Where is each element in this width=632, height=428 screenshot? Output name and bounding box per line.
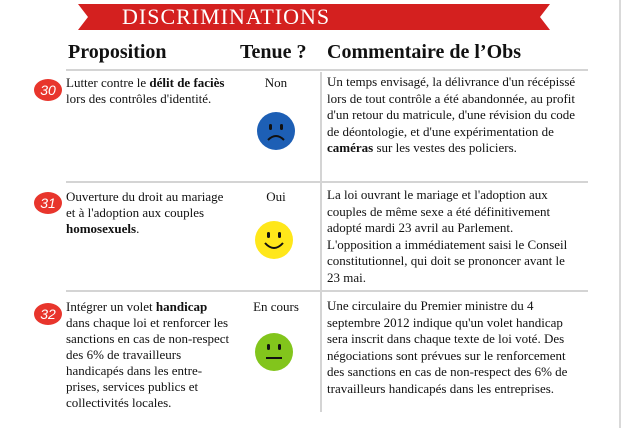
section-banner bbox=[78, 4, 558, 30]
proposition-text: Ouverture du droit au mariage et à l'adoption aux couples homosexuels. bbox=[66, 189, 224, 236]
proposition-text: Lutter contre le délit de faciès lors des contrôles d'identité. bbox=[66, 75, 225, 106]
row-number-badge: 32 bbox=[34, 303, 62, 325]
header-divider bbox=[66, 69, 588, 71]
column-divider bbox=[320, 72, 322, 412]
row-divider bbox=[66, 290, 588, 292]
row-number-badge: 31 bbox=[34, 192, 62, 214]
neutral-face-icon bbox=[255, 333, 293, 371]
tenue-status: Oui bbox=[266, 189, 286, 204]
column-header-proposition: Proposition bbox=[68, 41, 167, 63]
column-header-tenue: Tenue ? bbox=[240, 41, 307, 63]
tenue-status: En cours bbox=[253, 299, 299, 314]
row-number-badge: 30 bbox=[34, 79, 62, 101]
proposition-text: Intégrer un volet handicap dans chaque loi et renforcer les sanctions en cas de non-respect des 6% de travailleurs handicapés dans les entre-prises, services publics et collectivités locales. bbox=[66, 299, 230, 410]
column-header-commentaire: Commentaire de l’Obs bbox=[327, 41, 522, 63]
commentaire-text: La loi ouvrant le mariage et l'adoption aux couples de même sexe a été définitivement adopté mardi 23 avril au Parlement. L'opposition a immédiatement saisi le Conseil constitutionnel, qui doit se prononcer avant le 23 mai. bbox=[327, 187, 568, 285]
commentaire-text: Un temps envisagé, la délivrance d'un récépissé lors de tout contrôle a été abandonnée, au profit d'un retour du matricule, d'une révision du code de déontologie, et d'une expérimentation de caméras sur les vestes des policiers. bbox=[327, 74, 576, 155]
sad-face-icon bbox=[257, 112, 295, 150]
tenue-status: Non bbox=[264, 75, 288, 90]
row-divider bbox=[66, 181, 588, 183]
section-title: DISCRIMINATIONS bbox=[122, 4, 331, 29]
happy-face-icon bbox=[255, 221, 293, 259]
page-edge bbox=[619, 0, 621, 428]
commentaire-text: Une circulaire du Premier ministre du 4 septembre 2012 indique qu'un volet handicap sera inscrit dans chaque texte de loi voté. Des négociations sont prévues sur le renforcement des sanctions en cas de non-respect des 6% de travailleurs handicapés dans les entreprises. bbox=[327, 298, 568, 396]
